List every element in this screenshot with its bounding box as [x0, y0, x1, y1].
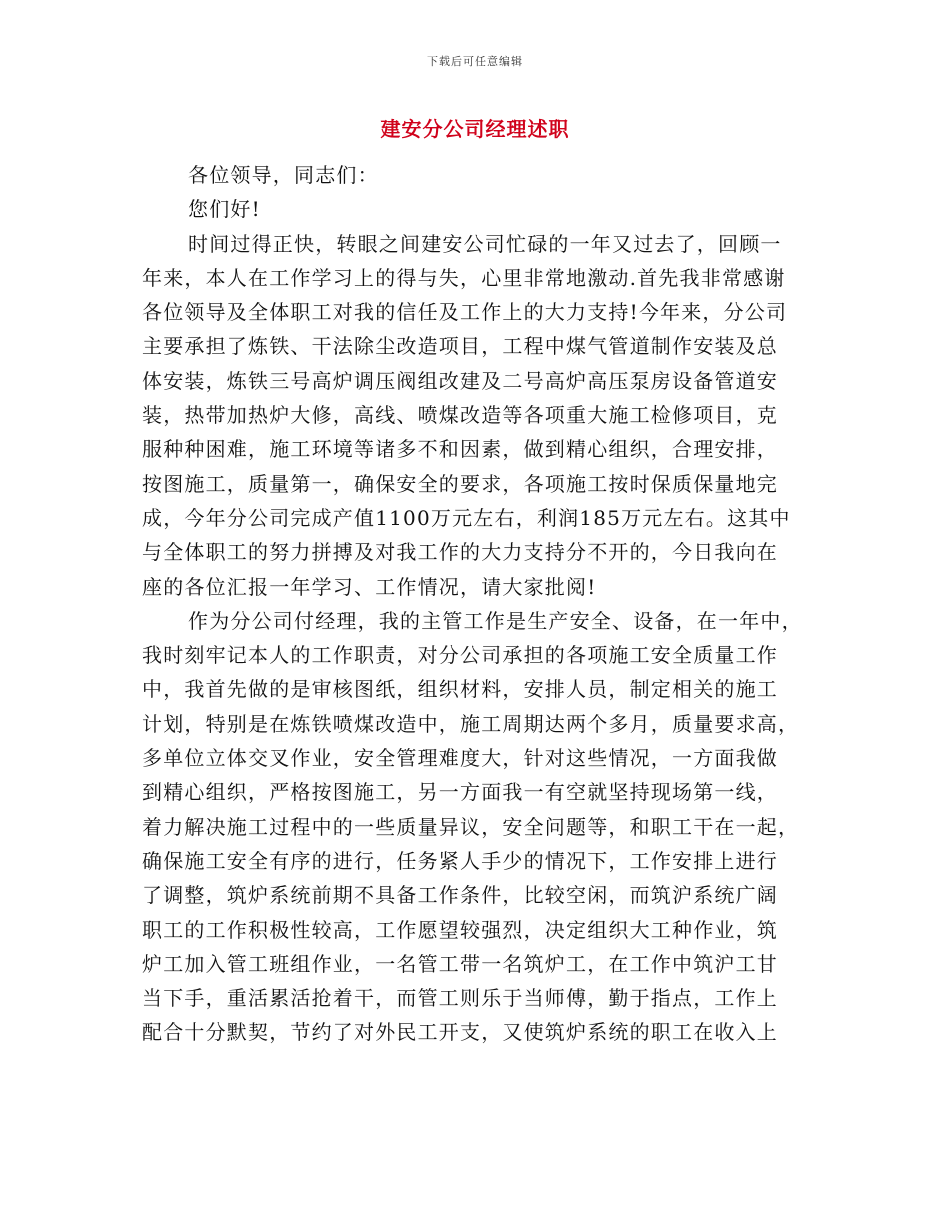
- paragraph-line: 各位领导及全体职工对我的信任及工作上的大力支持!今年来，分公司: [142, 300, 788, 325]
- paragraph-line: 职工的工作积极性较高，工作愿望较强烈，决定组织大工种作业，筑: [142, 917, 778, 942]
- paragraph-line: 按图施工，质量第一，确保安全的要求，各项施工按时保质保量地完: [142, 471, 778, 496]
- header-note: 下载后可任意编辑: [427, 55, 523, 68]
- greeting-line: 您们好!: [188, 197, 261, 222]
- salutation-line: 各位领导，同志们：: [188, 163, 379, 187]
- paragraph-line: 座的各位汇报一年学习、工作情况，请大家批阅!: [142, 574, 597, 599]
- paragraph-line: 我时刻牢记本人的工作职责，对分公司承担的各项施工安全质量工作: [142, 643, 778, 668]
- paragraph-line: 成，今年分公司完成产值1100万元左右，利润185万元左右。这其中: [142, 505, 791, 530]
- document-title: 建安分公司经理述职: [380, 117, 570, 141]
- paragraph-line: 年来，本人在工作学习上的得与失，心里非常地激动.首先我非常感谢: [142, 265, 786, 290]
- paragraph-line: 与全体职工的努力拼搏及对我工作的大力支持分不开的，今日我向在: [142, 540, 778, 565]
- paragraph-line: 体安装，炼铁三号高炉调压阀组改建及二号高炉高压泵房设备管道安: [142, 368, 778, 393]
- paragraph-line: 作为分公司付经理，我的主管工作是生产安全、设备，在一年中，: [188, 608, 803, 633]
- paragraph-line: 炉工加入管工班组作业，一名管工带一名筑炉工，在工作中筑沪工甘: [142, 951, 778, 976]
- document-body: [142, 158, 812, 1050]
- paragraph-line: 配合十分默契，节约了对外民工开支，又使筑炉系统的职工在收入上: [142, 1020, 778, 1045]
- paragraph-line: 到精心组织，严格按图施工，另一方面我一有空就坚持现场第一线，: [142, 780, 778, 805]
- paragraph-line: 计划，特别是在炼铁喷煤改造中，施工周期达两个多月，质量要求高，: [142, 711, 800, 736]
- paragraph-line: 装，热带加热炉大修，高线、喷煤改造等各项重大施工检修项目，克: [142, 403, 778, 428]
- paragraph-line: 了调整，筑炉系统前期不具备工作条件，比较空闲，而筑沪系统广阔: [142, 883, 778, 908]
- paragraph-line: 中，我首先做的是审核图纸，组织材料，安排人员，制定相关的施工: [142, 677, 778, 702]
- paragraph-line: 着力解决施工过程中的一些质量异议，安全问题等，和职工干在一起，: [142, 814, 800, 839]
- paragraph-line: 当下手，重活累活抢着干，而管工则乐于当师傅，勤于指点，工作上: [142, 986, 778, 1011]
- paragraph-line: 时间过得正快，转眼之间建安公司忙碌的一年又过去了，回顾一: [188, 231, 782, 256]
- paragraph-line: 确保施工安全有序的进行，任务紧人手少的情况下，工作安排上进行: [142, 848, 778, 873]
- paragraph-line: 服种种困难，施工环境等诸多不和因素，做到精心组织，合理安排，: [142, 437, 778, 462]
- paragraph-line: 多单位立体交叉作业，安全管理难度大，针对这些情况，一方面我做: [142, 746, 778, 771]
- paragraph-line: 主要承担了炼铁、干法除尘改造项目，工程中煤气管道制作安装及总: [142, 334, 778, 359]
